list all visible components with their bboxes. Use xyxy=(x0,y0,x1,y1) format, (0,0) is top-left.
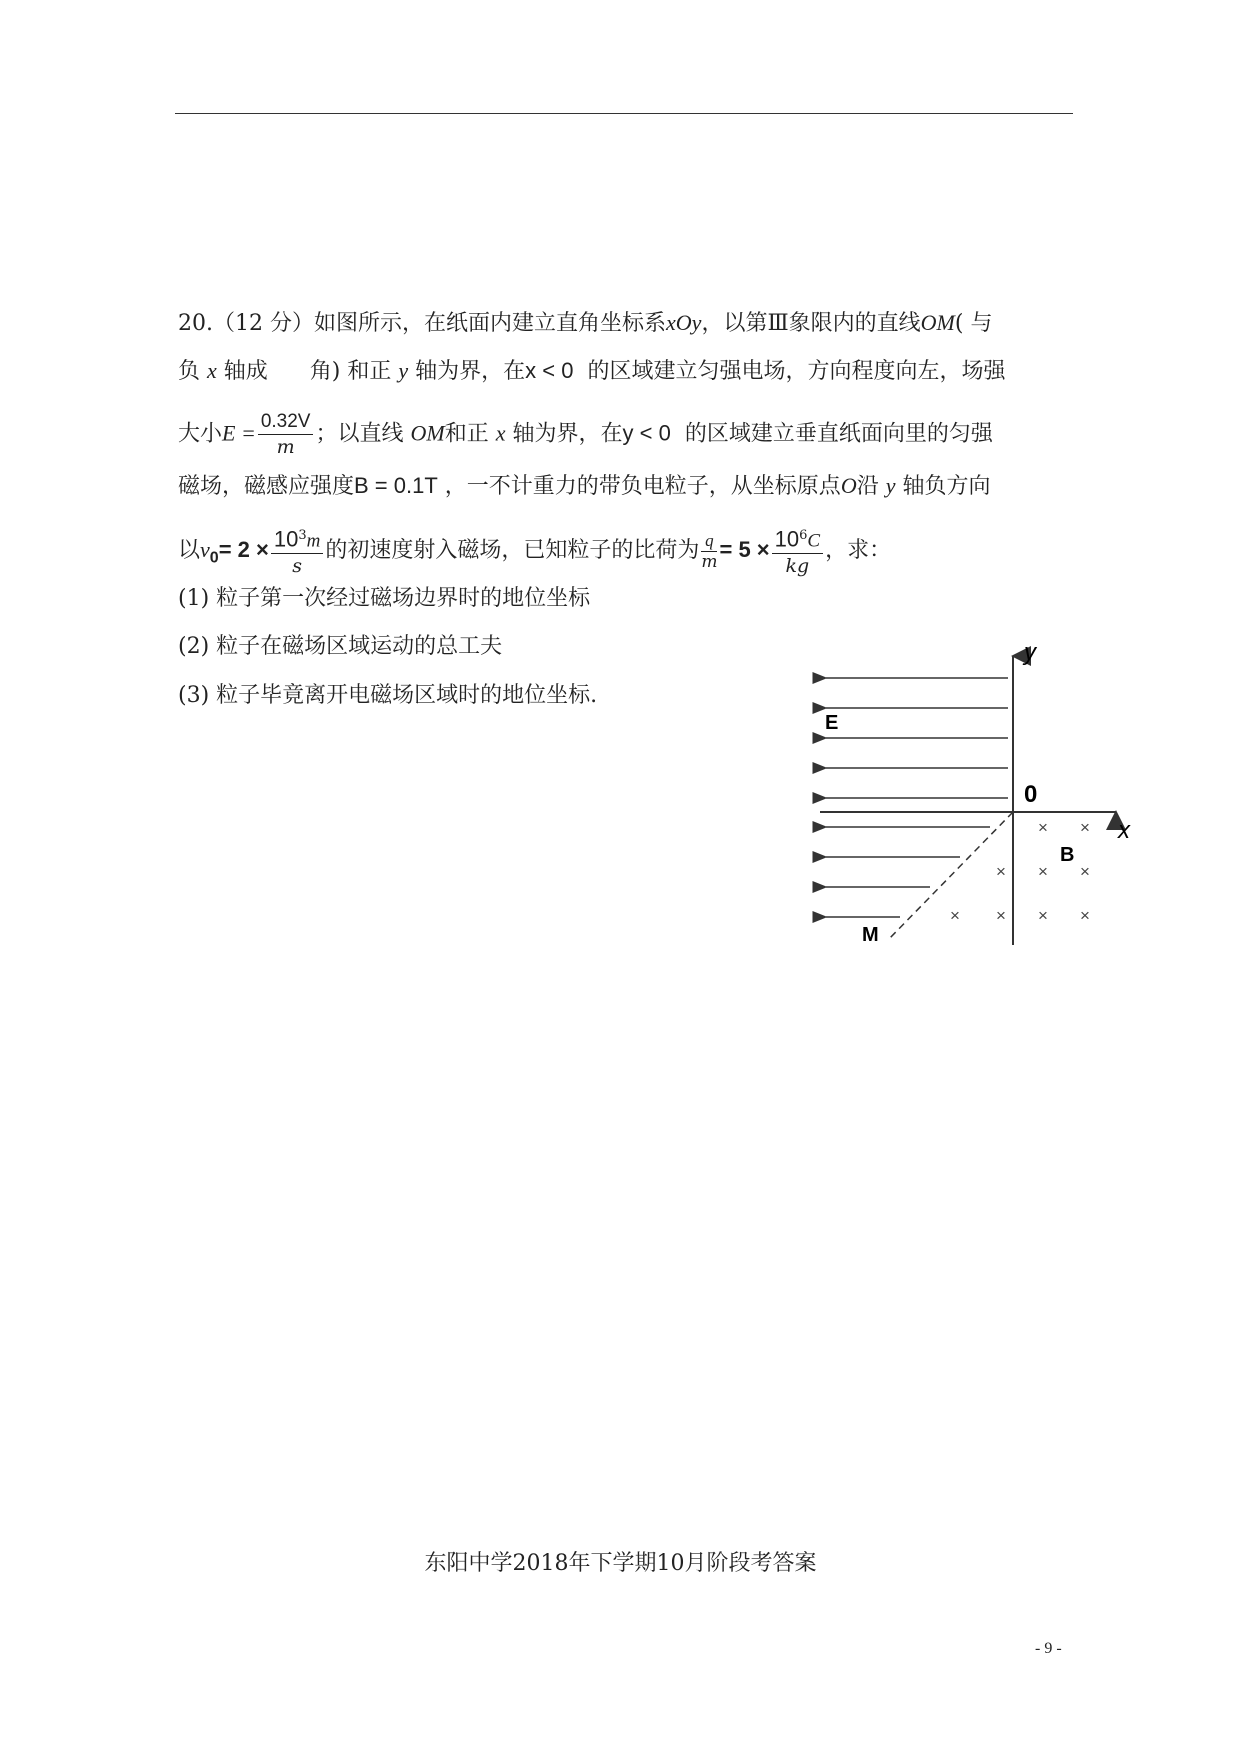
math-cond-x: x < 0 xyxy=(525,358,574,383)
cross-mark: × xyxy=(1038,818,1048,837)
math-x: x xyxy=(495,420,506,446)
text: m xyxy=(306,530,321,552)
text: 的区域建立匀强电场，方向程度向左，场强 xyxy=(587,359,1006,384)
math-v: v xyxy=(200,537,210,563)
text: 如图所示，在纸面内建立直角坐标系 xyxy=(314,311,667,336)
problem-line-3 xyxy=(178,410,993,459)
magnetic-field-marks xyxy=(950,818,1090,925)
text: 角 xyxy=(309,359,332,384)
label-m: M xyxy=(862,924,879,946)
field-lines xyxy=(826,678,1008,917)
text: C xyxy=(807,530,821,552)
fraction-numerator xyxy=(772,524,823,554)
text: ，一不计重力的带负电粒子，从坐标原点 xyxy=(444,474,841,499)
fraction-denominator: s xyxy=(292,555,302,578)
text: ，求： xyxy=(825,538,892,564)
math-y: y xyxy=(885,473,896,498)
text: 的区域建立垂直纸面向里的匀强 xyxy=(684,421,993,447)
math-b-expr: B = 0.1T xyxy=(354,473,438,498)
label-x: x xyxy=(1118,817,1130,844)
text: 沿 xyxy=(856,474,879,499)
question-1: (1) 粒子第一次经过磁场边界时的地位坐标 xyxy=(178,586,591,611)
cross-mark: × xyxy=(1038,862,1048,881)
text: 10 xyxy=(273,526,299,552)
text: 负 xyxy=(178,359,201,384)
text: ，以第Ⅲ象限内的直线 xyxy=(701,311,921,336)
fraction-e xyxy=(258,410,314,459)
label-b: B xyxy=(1060,844,1075,866)
footer: 东阳中学2018年下学期10月阶段考答案 xyxy=(424,1551,817,1576)
math-qm-eq: = 5 × xyxy=(719,537,770,563)
header-rule xyxy=(175,113,1073,114)
text: 以 xyxy=(178,538,201,564)
fraction-numerator xyxy=(271,524,324,554)
text: 大小 xyxy=(178,421,223,447)
text: 轴成 xyxy=(223,359,268,384)
math-x: x xyxy=(207,358,217,383)
cross-mark: × xyxy=(1080,818,1090,837)
problem-line-4 xyxy=(178,471,991,502)
text: 的初速度射入磁场，已知粒子的比荷为 xyxy=(325,538,700,564)
text: 10 xyxy=(774,526,800,552)
cross-mark: × xyxy=(996,862,1006,881)
question-2: (2) 粒子在磁场区域运动的总工夫 xyxy=(178,634,503,659)
fraction-denominator: m xyxy=(701,551,718,572)
fraction-denominator: m xyxy=(276,436,295,458)
text: ( 与 xyxy=(954,311,993,336)
fraction-numerator: 0.32V xyxy=(258,410,314,435)
label-o: 0 xyxy=(1024,781,1038,808)
math-y: y xyxy=(398,358,409,383)
label-e: E xyxy=(825,712,839,734)
problem-number: 20. xyxy=(178,311,213,336)
text: 6 xyxy=(799,528,808,543)
math-om: OM xyxy=(410,420,445,446)
problem-line-1 xyxy=(178,308,992,339)
fraction-velocity xyxy=(271,524,324,578)
math-v0-eq: = 2 × xyxy=(218,537,269,563)
math-coord-sys: xOy xyxy=(666,310,702,335)
fraction-denominator: kg xyxy=(785,555,810,578)
math-subscript: 0 xyxy=(209,549,219,567)
label-y: y xyxy=(1024,640,1036,666)
text: 轴为界，在 xyxy=(415,359,526,384)
math-e-symbol: E = xyxy=(222,420,256,446)
problem-line-5 xyxy=(178,524,891,578)
text: 磁场，磁感应强度 xyxy=(178,474,355,499)
fraction-charge xyxy=(772,524,823,578)
text: ) 和正 xyxy=(331,359,392,384)
fraction-q-over-m xyxy=(701,531,717,572)
math-cond-y: y < 0 xyxy=(622,420,671,446)
problem-line-2 xyxy=(178,356,1005,387)
text: 3 xyxy=(298,528,307,543)
cross-mark: × xyxy=(950,906,960,925)
text: 和正 xyxy=(444,421,489,447)
cross-mark: × xyxy=(1038,906,1048,925)
cross-mark: × xyxy=(1080,906,1090,925)
text: 轴负方向 xyxy=(902,474,991,499)
question-3: (3) 粒子毕竟离开电磁场区域时的地位坐标. xyxy=(178,683,598,708)
page-number: - 9 - xyxy=(1035,1640,1062,1657)
fraction-numerator: q xyxy=(701,531,717,552)
cross-mark: × xyxy=(996,906,1006,925)
text: ；以直线 xyxy=(315,421,404,447)
math-om: OM xyxy=(920,310,955,335)
problem-score: （12 分） xyxy=(213,311,314,336)
field-diagram xyxy=(800,640,1150,960)
cross-mark: × xyxy=(1080,862,1090,881)
text: 轴为界，在 xyxy=(512,421,623,447)
math-origin: O xyxy=(840,473,857,498)
